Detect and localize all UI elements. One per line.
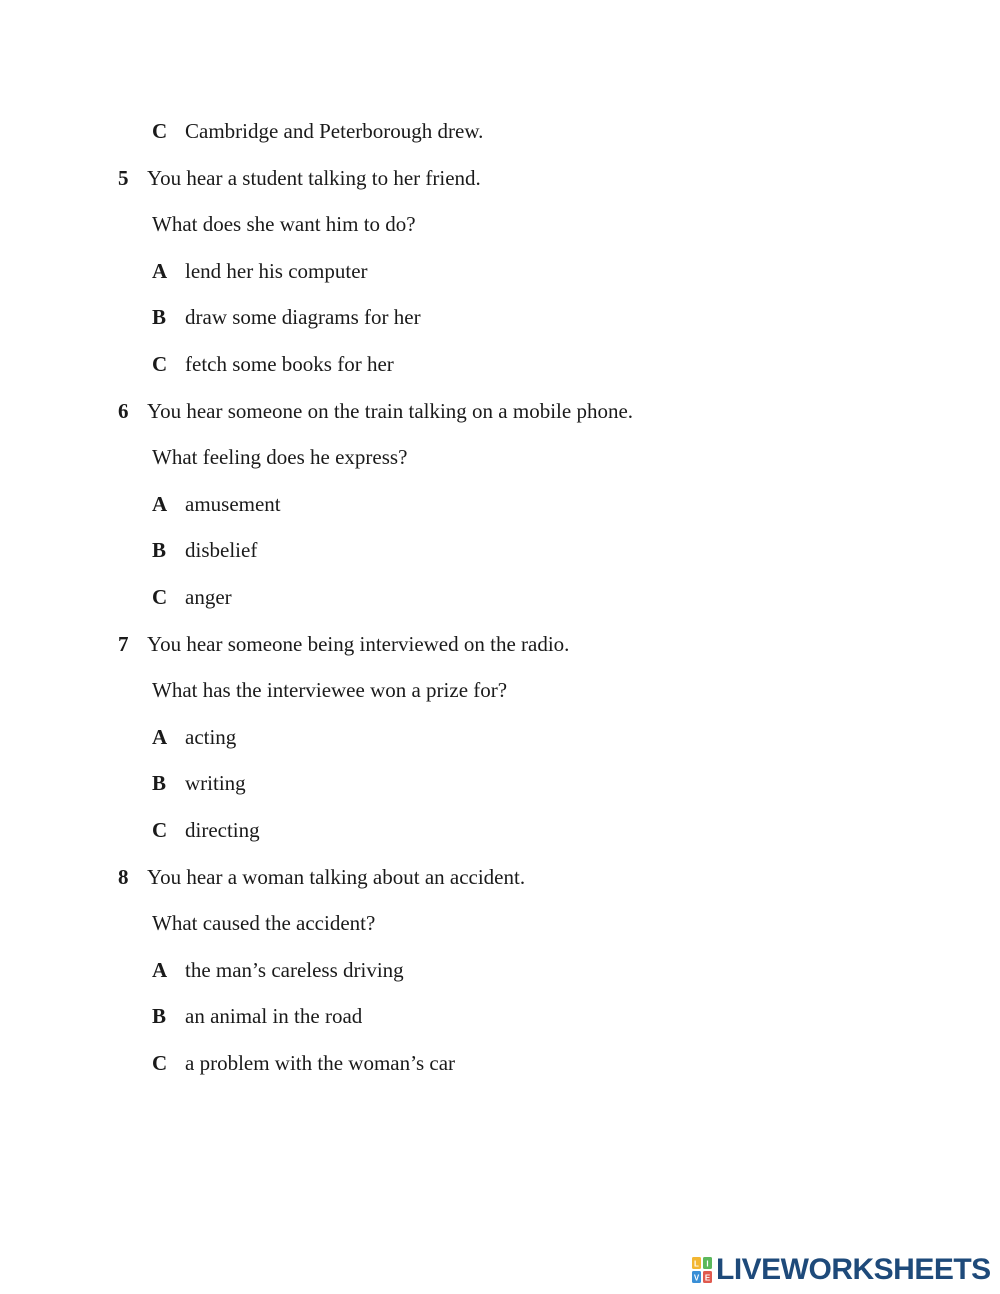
question-text: You hear a woman talking about an accident. <box>147 864 526 889</box>
question-number: 5 <box>118 165 129 190</box>
answer-option-b <box>152 538 257 562</box>
question-prompt: What has the interviewee won a prize for? <box>152 678 508 703</box>
option-letter: A <box>152 957 168 982</box>
option-text: the man’s careless driving <box>185 957 404 982</box>
svg-text:I: I <box>706 1259 709 1269</box>
question-number: 8 <box>118 864 129 889</box>
option-letter: B <box>152 771 167 796</box>
question-number: 7 <box>118 631 129 656</box>
option-letter: C <box>152 818 168 842</box>
option-letter: B <box>152 538 167 563</box>
option-letter: C <box>152 352 168 376</box>
liveworksheets-logo <box>692 1254 991 1286</box>
liveworksheets-logo-text: LIVEWORKSHEETS <box>716 1253 991 1286</box>
question-number: 6 <box>118 398 129 423</box>
question-5 <box>118 166 481 190</box>
option-letter: B <box>152 305 167 330</box>
answer-option-b <box>152 1004 362 1028</box>
answer-option-a <box>152 958 404 982</box>
option-text: Cambridge and Peterborough drew. <box>185 119 484 143</box>
answer-option-b <box>152 771 246 795</box>
option-letter: B <box>152 1004 167 1029</box>
answer-option-c <box>152 585 232 609</box>
answer-option-a <box>152 492 281 516</box>
svg-text:V: V <box>693 1273 700 1283</box>
question-prompt: What feeling does he express? <box>152 445 408 470</box>
option-letter: C <box>152 119 168 143</box>
option-text: disbelief <box>185 538 258 563</box>
question-7 <box>118 632 569 656</box>
question-8 <box>118 865 525 889</box>
answer-option-c <box>152 119 483 143</box>
question-text: You hear a student talking to her friend. <box>147 165 481 190</box>
option-letter: C <box>152 1051 168 1075</box>
option-text: amusement <box>185 491 281 516</box>
option-text: draw some diagrams for her <box>185 305 421 330</box>
option-letter: A <box>152 491 168 516</box>
option-text: acting <box>185 724 237 749</box>
question-prompt: What caused the accident? <box>152 911 376 936</box>
answer-option-c <box>152 352 394 376</box>
option-text: a problem with the woman’s car <box>185 1051 456 1075</box>
answer-option-c <box>152 818 260 842</box>
option-letter: A <box>152 258 168 283</box>
answer-option-a <box>152 725 236 749</box>
option-text: lend her his computer <box>185 258 368 283</box>
question-6 <box>118 399 633 423</box>
question-text: You hear someone being interviewed on the radio. <box>147 631 570 656</box>
option-text: fetch some books for her <box>185 352 394 376</box>
question-text: You hear someone on the train talking on a mobile phone. <box>147 398 634 423</box>
svg-text:L: L <box>694 1259 699 1269</box>
option-text: anger <box>185 585 232 609</box>
option-letter: A <box>152 724 168 749</box>
svg-text:E: E <box>704 1273 711 1283</box>
answer-option-b <box>152 305 421 329</box>
question-prompt: What does she want him to do? <box>152 212 416 237</box>
liveworksheets-logo-icon <box>692 1257 713 1283</box>
option-text: directing <box>185 818 260 842</box>
option-letter: C <box>152 585 168 609</box>
answer-option-a <box>152 259 368 283</box>
option-text: writing <box>185 771 246 796</box>
answer-option-c <box>152 1051 455 1075</box>
option-text: an animal in the road <box>185 1004 363 1029</box>
